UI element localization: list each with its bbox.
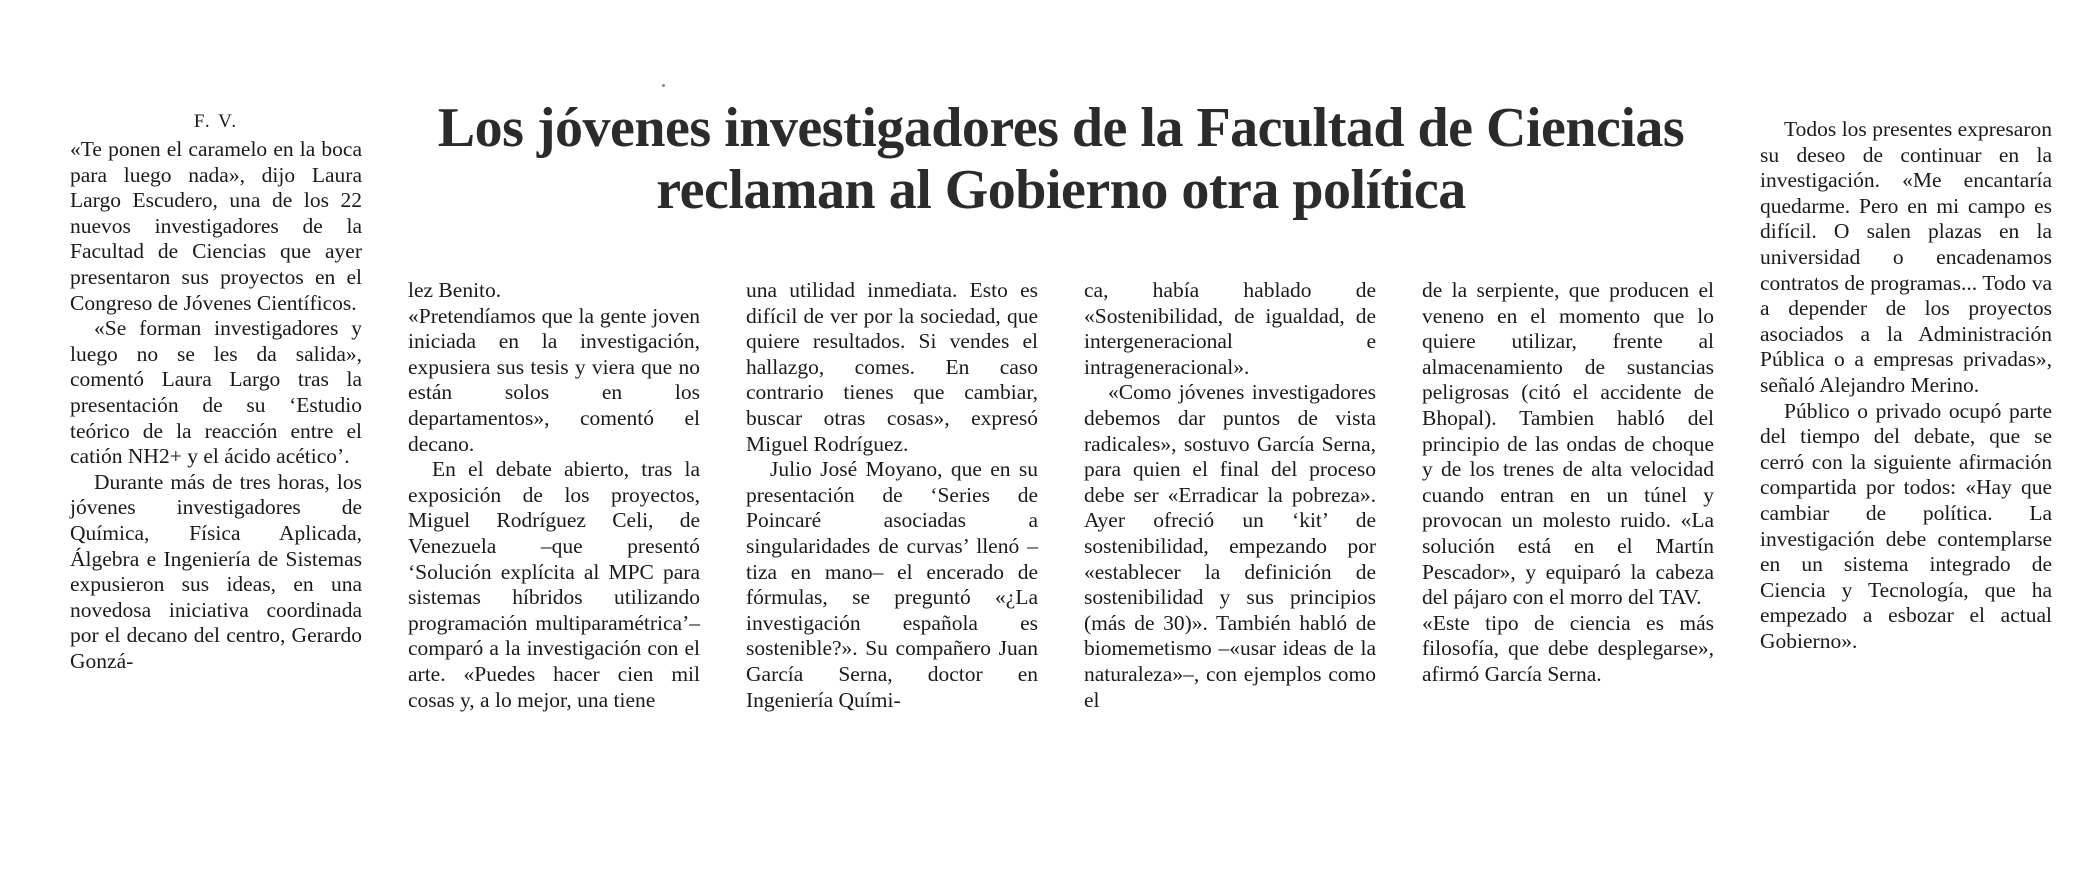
headline: Los jóvenes investigadores de la Facultad de Ciencias reclaman al Gobierno otra política	[437, 97, 1685, 221]
article-column-5	[1422, 278, 1714, 688]
paragraph: una utilidad inmediata. Esto es difícil de ver por la sociedad, que quiere resultados. Si vendes el hallazgo, comes. En caso contrario tienes que cambiar, buscar otras cosas», expresó Miguel Rodríguez.	[746, 278, 1038, 456]
byline: F. V.	[193, 111, 239, 132]
paragraph: de la serpiente, que producen el veneno en el momento que lo quiere utilizar, frente al almacenamiento de sustancias peligrosas (citó el accidente de Bhopal). Tambien habló del principio de las ondas de choque y de los trenes de alta velocidad cuando entran en un túnel y provocan un molesto ruido. «La solución está en el Martín Pescador», y equiparó la cabeza del pájaro con el morro del TAV.	[1422, 278, 1714, 610]
paragraph: lez Benito.	[408, 278, 502, 302]
paragraph: Julio José Moyano, que en su presentación de ‘Series de Poincaré asociadas a singularidades de curvas’ llenó –tiza en mano– el encerado de fórmulas, se preguntó «¿La investigación española es sostenible?». Su compañero Juan García Serna, doctor en Ingeniería Quími-	[746, 457, 1038, 712]
article-column-4	[1084, 278, 1376, 713]
paragraph: Todos los presentes expresaron su deseo de continuar en la investigación. «Me encantaría quedarme. Pero en mi campo es difícil. O salen plazas en la universidad o encadenamos contratos de programas... Todo va a depender de los proyectos asociados a la Administración Pública o a empresas privadas», señaló Alejandro Merino.	[1760, 117, 2052, 397]
paragraph: ca, había hablado de «Sostenibilidad, de igualdad, de intergeneracional e intrageneracional».	[1084, 278, 1376, 379]
paragraph: «Se forman investigadores y luego no se les da salida», comentó Laura Largo tras la presentación de su ‘Estudio teórico de la reacción entre el catión NH2+ y el ácido acético’.	[70, 316, 362, 469]
paragraph: Público o privado ocupó parte del tiempo del debate, que se cerró con la siguiente afirmación compartida por todos: «Hay que cambiar de política. La investigación debe contemplarse en un sistema integrado de Ciencia y Tecnología, que ha empezado a esbozar el actual Gobierno».	[1760, 398, 2052, 653]
paragraph: Durante más de tres horas, los jóvenes investigadores de Química, Física Aplicada, Álgebra e Ingeniería de Sistemas expusieron sus ideas, en una novedosa iniciativa coordinada por el decano del centro, Gerardo Gonzá-	[70, 469, 362, 673]
article-column-6	[1760, 117, 2052, 654]
article-column-3	[746, 278, 1038, 713]
paragraph: «Como jóvenes investigadores debemos dar puntos de vista radicales», sostuvo García Serna, para quien el final del proceso debe ser «Erradicar la pobreza». Ayer ofreció un ‘kit’ de sostenibilidad, empezando por «establecer la definición de sostenibilidad y sus principios (más de 30)». También habló de biomemetismo –«usar ideas de la naturaleza»–, con ejemplos como el	[1084, 380, 1376, 712]
article-column-2	[408, 278, 700, 713]
paragraph: «Pretendíamos que la gente joven iniciada en la investigación, expusiera sus tesis y viera que no están solos en los departamentos», comentó el decano.	[408, 303, 700, 456]
paragraph: «Te ponen el caramelo en la boca para luego nada», dijo Laura Largo Escudero, una de los 22 nuevos investigadores de la Facultad de Ciencias que ayer presentaron sus proyectos en el Congreso de Jóvenes Científicos.	[70, 137, 362, 315]
article-column-1	[70, 137, 362, 674]
paragraph: En el debate abierto, tras la exposición de los proyectos, Miguel Rodríguez Celi, de Venezuela –que presentó ‘Solución explícita al MPC para sistemas híbridos utilizando programación multiparamétrica’– comparó a la investigación con el arte. «Puedes hacer cien mil cosas y, a lo mejor, una tiene	[408, 457, 700, 712]
print-speck	[662, 84, 665, 87]
paragraph: «Este tipo de ciencia es más filosofía, que debe desplegarse», afirmó García Serna.	[1422, 610, 1714, 686]
